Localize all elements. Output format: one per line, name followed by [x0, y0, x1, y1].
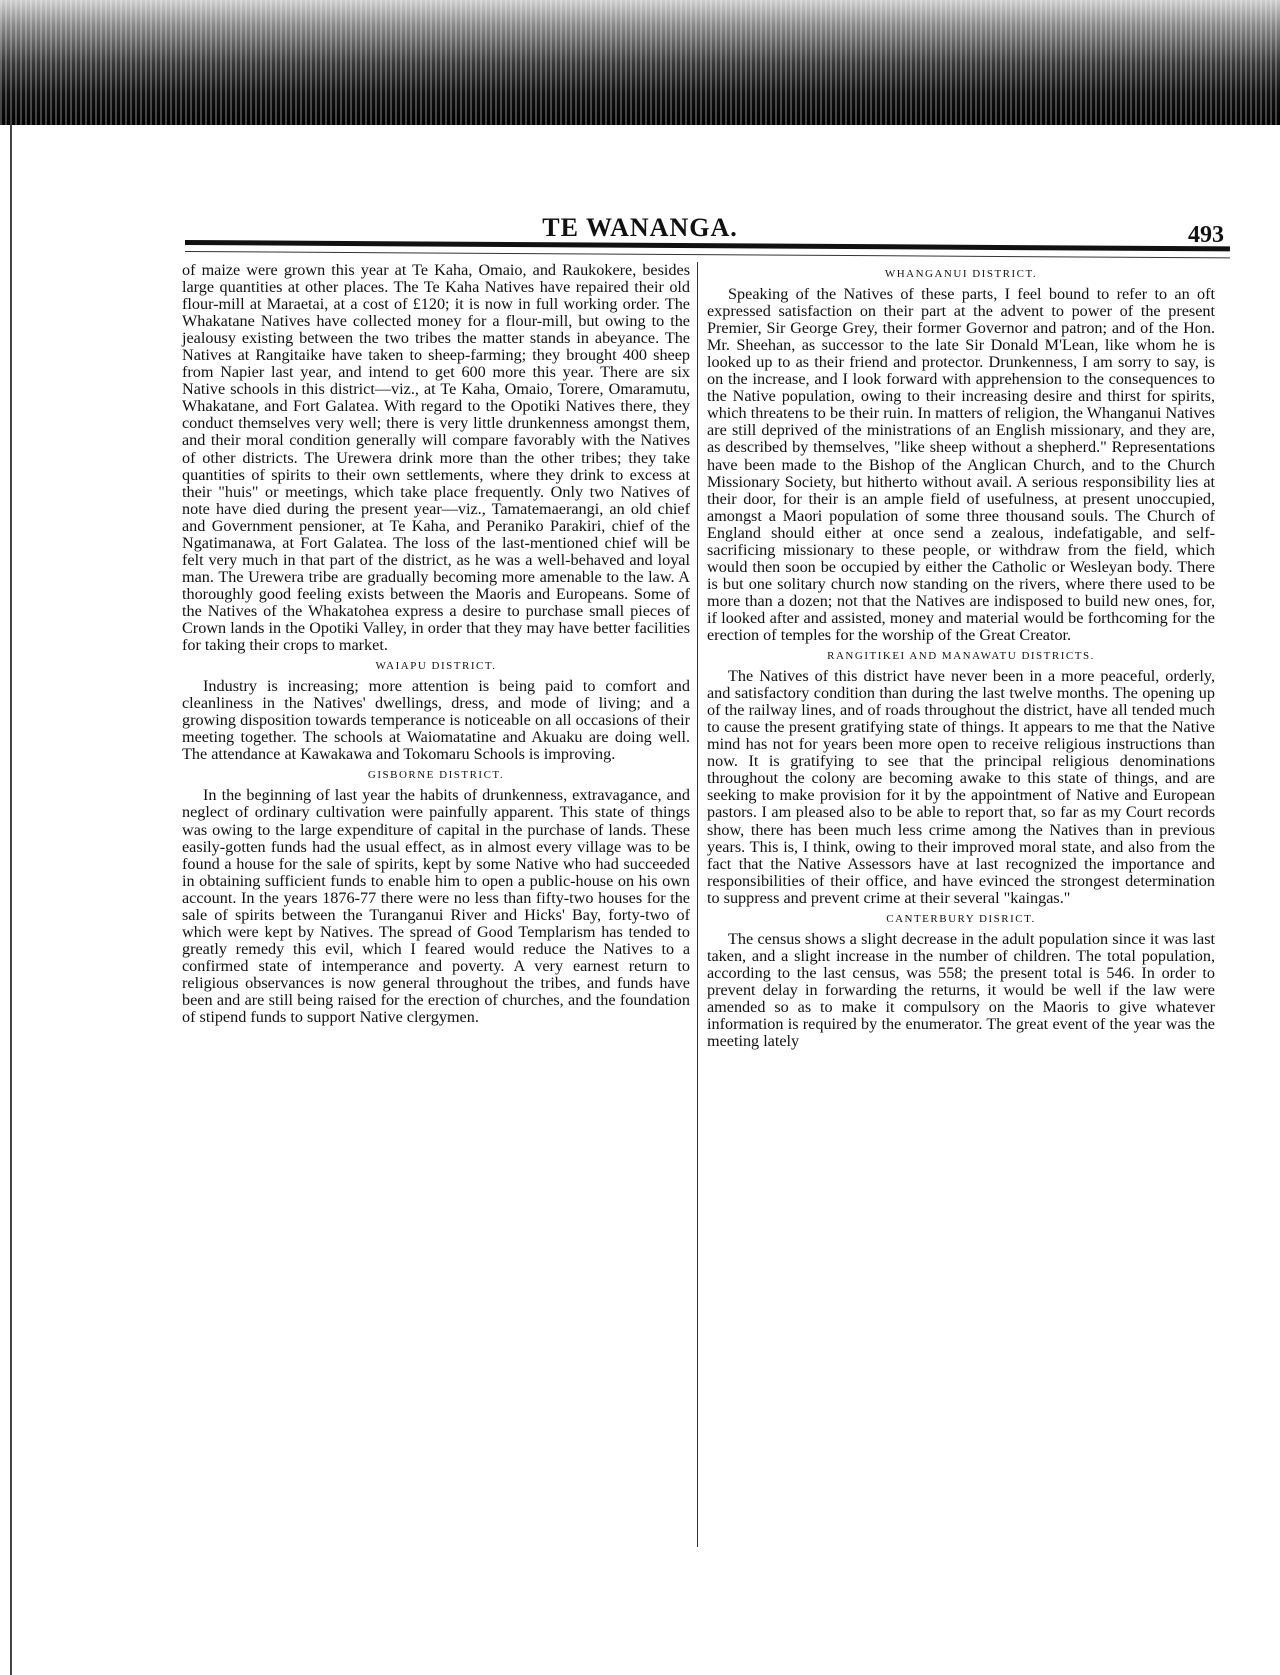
- section-heading-gisborne: GISBORNE DISTRICT.: [367, 769, 505, 782]
- page-number: 493: [1188, 222, 1224, 248]
- article-paragraph: Speaking of the Natives of these parts, I feel bound to refer to an oft expressed satisfaction on their part at the advent to power of the present Premier, Sir George Grey, their former Governor and patron; and of the Hon. Mr. Sheehan, as successor to the late Sir Donald M'Lean, like whom he is looked up to as their friend and protector. Drunkenness, I am sorry to say, is on the increase, and I look forward with apprehension to the consequences to the Native population, owing to their increasing desire and thirst for spirits, which threatens to be their ruin. In matters of religion, the Whanganui Natives are still deprived of the ministrations of an English missionary, and they are, as described by themselves, "like sheep without a shepherd." Representations have been made to the Bishop of the Anglican Church, and to the Church Missionary Society, but hitherto without avail. A serious responsibility lies at their door, for their is an ample field of usefulness, at present unoccupied, amongst a Maori population of some three thousand souls. The Church of England should either at once send a zealous, indefatigable, and self-sacrificing missionary to these people, or withdraw from the field, which would then soon be occupied by either the Catholic or Wesleyan body. There is but one solitary church now standing on the rivers, where there used to be more than a dozen; not that the Natives are indisposed to build new ones, for, if looked after and assisted, money and material would be forthcoming for the erection of temples for the worship of the Great Creator.: [707, 285, 1215, 644]
- article-paragraph: In the beginning of last year the habits of drunkenness, extravagance, and neglect of ordinary cultivation were painfully apparent. This state of things was owing to the large expenditure of capital in the purchase of lands. These easily-gotten funds had the usual effect, as in almost every village was to be found a house for the sale of spirits, kept by some Native who had succeeded in obtaining sufficient funds to enable him to open a public-house on his own account. In the years 1876-77 there were no less than fifty-two houses for the sale of spirits between the Turanganui River and Hicks' Bay, forty-two of which were kept by Natives. The spread of Good Templarism has tended to greatly remedy this evil, which I feared would reduce the Natives to a confirmed state of intemperance and poverty. A very earnest return to religious observances is now general throughout the tribes, and funds have been and are still being raised for the erection of churches, and the foundation of stipend funds to support Native clergymen.: [182, 786, 690, 1027]
- left-column: [182, 262, 690, 1026]
- article-paragraph: The Natives of this district have never been in a more peaceful, orderly, and satisfactory condition than during the last twelve months. The opening up of the railway lines, and of roads throughout the district, have all tended much to cause the present gratifying state of things. It appears to me that the Native mind has not for years been more open to receive religious instructions than now. It is gratifying to see that the principal religious denominations throughout the colony are becoming awake to this state of things, and are seeking to make provision for it by the appointment of Native and European pastors. I am pleased also to be able to report that, so far as my Court records show, there has been much less crime among the Natives than in previous years. This is, I think, owing to their improved moral state, and also from the fact that the Native Assessors have at last recognized the importance and responsibilities of their office, and have evinced the strongest determination to suppress and prevent crime at their several "kaingas.": [707, 667, 1215, 907]
- right-column: [707, 262, 1215, 1050]
- column-divider: [697, 262, 698, 1547]
- section-heading-rangitikei: RANGITIKEI AND MANAWATU DISTRICTS.: [827, 650, 1095, 663]
- article-paragraph: of maize were grown this year at Te Kaha, Omaio, and Raukokere, besides large quantities at other places. The Te Kaha Natives have repaired their old flour-mill at Maraetai, at a cost of £120; it is now in full working order. The Whakatane Natives have collected money for a flour-mill, but owing to the jealousy existing between the two tribes the matter stands in abeyance. The Natives at Rangitaike have taken to sheep-farming; they brought 400 sheep from Napier last year, and intend to get 600 more this year. There are six Native schools in this district—viz., at Te Kaha, Omaio, Torere, Omaramutu, Whakatane, and Fort Galatea. With regard to the Opotiki Natives there, they conduct themselves very well; there is very little drunkenness amongst them, and their moral condition generally will compare favorably with the Natives of other districts. The Urewera drink more than the other tribes; they take quantities of spirits to their own settlements, where they drink to excess at their "huis" or meetings, which take place frequently. Only two Natives of note have died during the present year—viz., Tamatemaerangi, an old chief and Government pensioner, at Te Kaha, and Peraniko Parakiri, chief of the Ngatimanawa, at Fort Galatea. The loss of the last-mentioned chief will be felt very much in that part of the district, as he was a well-behaved and loyal man. The Urewera tribe are gradually becoming more amenable to the law. A thoroughly good feeling exists between the Maoris and Europeans. Some of the Natives of the Whakatohea express a desire to purchase small pieces of Crown lands in the Opotiki Valley, in order that they may have better facilities for taking their crops to market.: [182, 261, 690, 655]
- scan-page-edge: [10, 125, 12, 1675]
- article-paragraph: Industry is increasing; more attention is being paid to comfort and cleanliness in the Natives' dwellings, dress, and mode of living; and a growing disposition towards temperance is noticeable on all occasions of their meeting together. The schools at Waiomatatine and Akuaku are doing well. The attendance at Kawakawa and Tokomaru Schools is improving.: [182, 677, 690, 764]
- scan-border-top: [0, 0, 1280, 125]
- article-paragraph: The census shows a slight decrease in the adult population since it was last taken, and a slight increase in the number of children. The total population, according to the last census, was 558; the present total is 546. In order to prevent delay in forwarding the returns, it would be well if the law were amended so as to make it compulsory on the Maoris to give whatever information is required by the enumerator. The great event of the year was the meeting lately: [707, 929, 1215, 1051]
- page-title: TE WANANGA.: [542, 213, 738, 242]
- section-heading-whanganui: WHANGANUI DISTRICT.: [884, 268, 1038, 280]
- section-heading-waiapu: WAIAPU DISTRICT.: [375, 660, 497, 673]
- header-rule-thin: [185, 251, 1230, 258]
- section-heading-canterbury: CANTERBURY DISRICT.: [886, 912, 1036, 925]
